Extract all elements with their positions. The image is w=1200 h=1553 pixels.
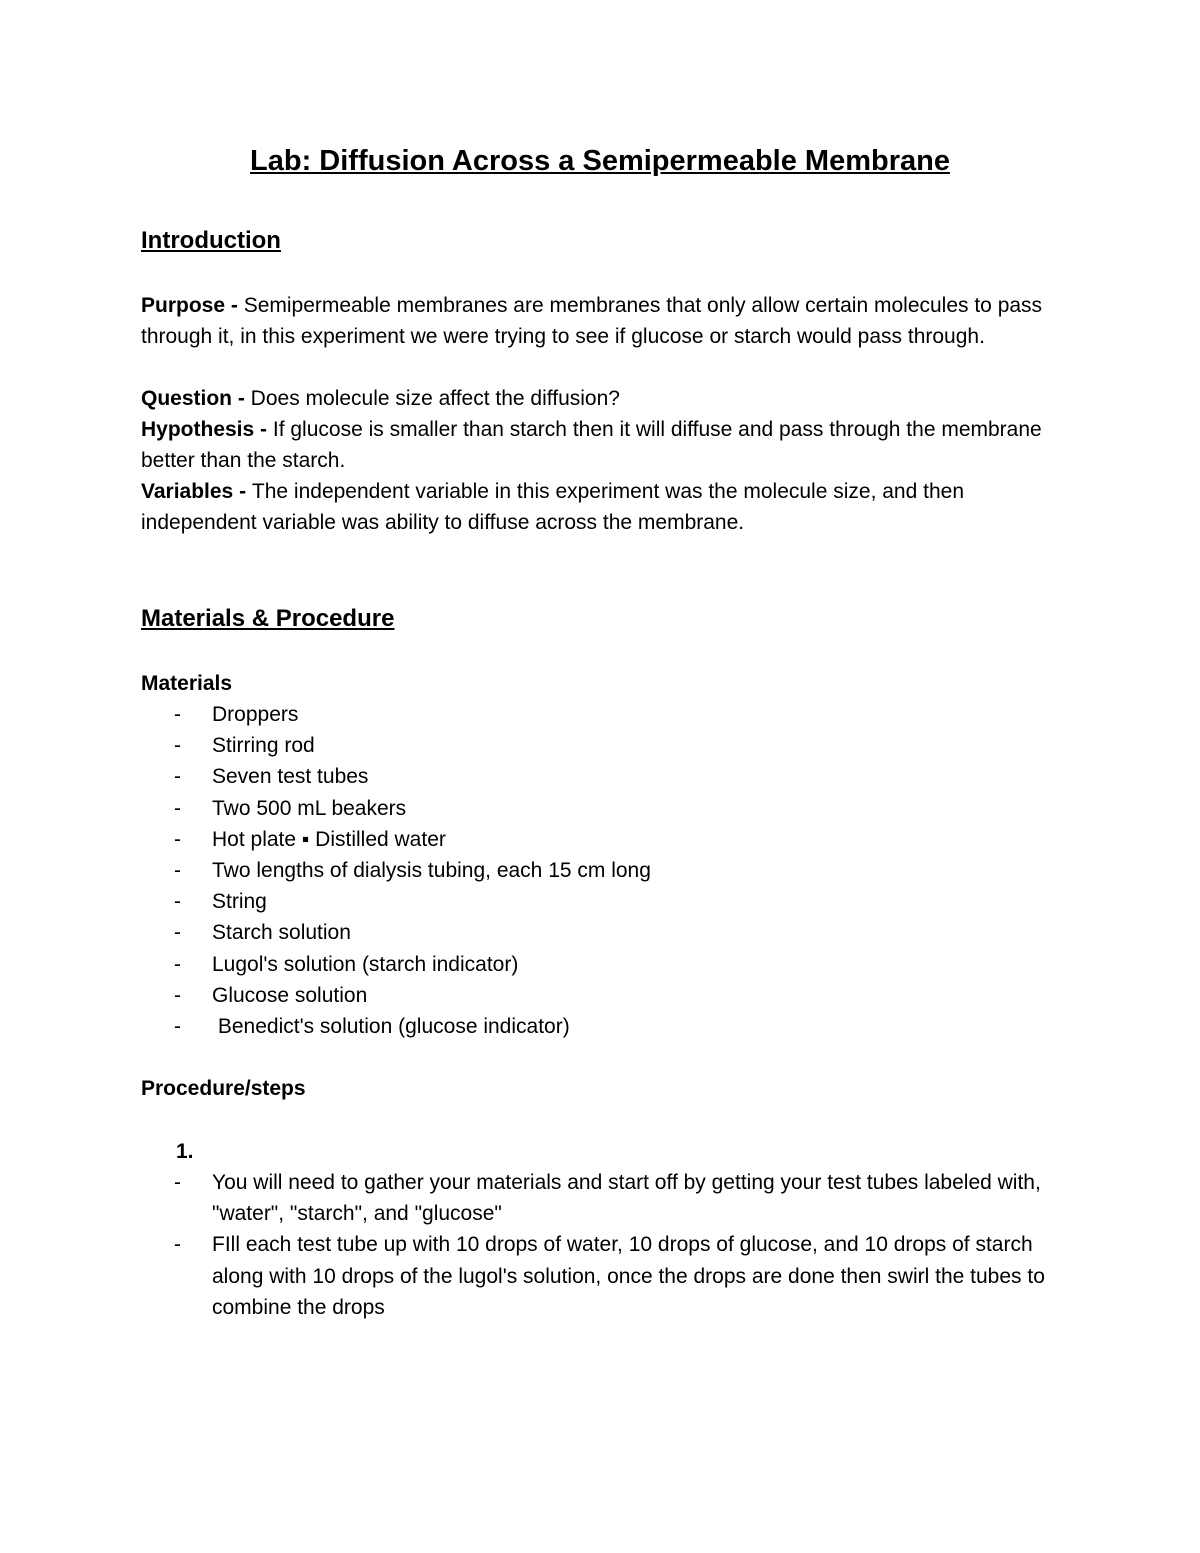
- material-item-text: Benedict's solution (glucose indicator): [212, 1015, 570, 1039]
- material-item: [141, 1011, 1081, 1042]
- material-item-text: Stirring rod: [212, 734, 315, 758]
- procedure-step-text: FIll each test tube up with 10 drops of water, 10 drops of glucose, and 10 drops of starch along with 10 drops of the lugol's solution, once the drops are done then swirl the tubes to combine the drops: [212, 1233, 1051, 1319]
- variables-label: Variables -: [141, 480, 252, 503]
- material-item-text: Starch solution: [212, 921, 351, 945]
- material-item: [141, 730, 1081, 761]
- procedure-steps-list: [141, 1167, 1066, 1323]
- hypothesis-paragraph: [141, 414, 1061, 476]
- variables-text: The independent variable in this experiment was the molecule size, and then independent variable was ability to diffuse across the membrane.: [141, 480, 964, 534]
- list-bullet: -: [174, 1233, 181, 1257]
- list-bullet: -: [174, 1015, 181, 1039]
- list-bullet: -: [174, 890, 181, 914]
- material-item-text: String: [212, 890, 267, 914]
- purpose-text: Semipermeable membranes are membranes that only allow certain molecules to pass through it, in this experiment we were trying to see if glucose or starch would pass through.: [141, 294, 1043, 348]
- question-paragraph: [141, 383, 1061, 414]
- list-bullet: -: [174, 952, 181, 976]
- material-item-text: Two 500 mL beakers: [212, 796, 407, 820]
- purpose-paragraph: [141, 290, 1061, 352]
- procedure-subheading: Procedure/steps: [141, 1077, 306, 1100]
- list-bullet: -: [174, 796, 181, 820]
- material-item: [141, 886, 1081, 917]
- materials-procedure-heading: Materials & Procedure: [141, 605, 395, 632]
- list-bullet: -: [174, 734, 181, 758]
- step-number: 1.: [176, 1140, 194, 1163]
- procedure-step-text: You will need to gather your materials and start off by getting your test tubes labeled with, "water", "starch", and "glucose": [212, 1171, 1047, 1226]
- material-item: [141, 793, 1081, 824]
- hypothesis-text: If glucose is smaller than starch then it will diffuse and pass through the membrane better than the starch.: [141, 418, 1042, 472]
- list-bullet: -: [174, 765, 181, 789]
- list-bullet: -: [174, 703, 181, 726]
- material-item: [141, 855, 1081, 886]
- material-item-text: Two lengths of dialysis tubing, each 15 cm long: [212, 859, 651, 883]
- material-item-text: Seven test tubes: [212, 765, 369, 789]
- hypothesis-label: Hypothesis -: [141, 418, 273, 441]
- list-bullet: -: [174, 827, 181, 851]
- material-item-text: Glucose solution: [212, 983, 368, 1007]
- material-item: [141, 917, 1081, 948]
- procedure-step: [141, 1229, 1066, 1323]
- procedure-step: [141, 1167, 1066, 1229]
- material-item: [141, 699, 1081, 730]
- list-bullet: -: [174, 921, 181, 945]
- material-item: [141, 949, 1081, 980]
- list-bullet: -: [174, 983, 181, 1007]
- question-text: Does molecule size affect the diffusion?: [250, 387, 620, 410]
- material-item-text: Lugol's solution (starch indicator): [212, 952, 519, 976]
- materials-subheading: Materials: [141, 672, 233, 695]
- material-item: [141, 824, 1081, 855]
- material-item-text: Hot plate ▪ Distilled water: [212, 827, 446, 851]
- list-bullet: -: [174, 1171, 181, 1194]
- material-item: [141, 761, 1081, 792]
- question-label: Question -: [141, 387, 251, 410]
- purpose-label: Purpose -: [141, 294, 244, 317]
- material-item: [141, 980, 1081, 1011]
- introduction-heading: Introduction: [141, 227, 281, 254]
- materials-list: [141, 699, 1081, 1042]
- material-item-text: Droppers: [212, 703, 299, 726]
- list-bullet: -: [174, 859, 181, 883]
- document-title: Lab: Diffusion Across a Semipermeable Membrane: [250, 145, 950, 177]
- variables-paragraph: [141, 476, 1061, 538]
